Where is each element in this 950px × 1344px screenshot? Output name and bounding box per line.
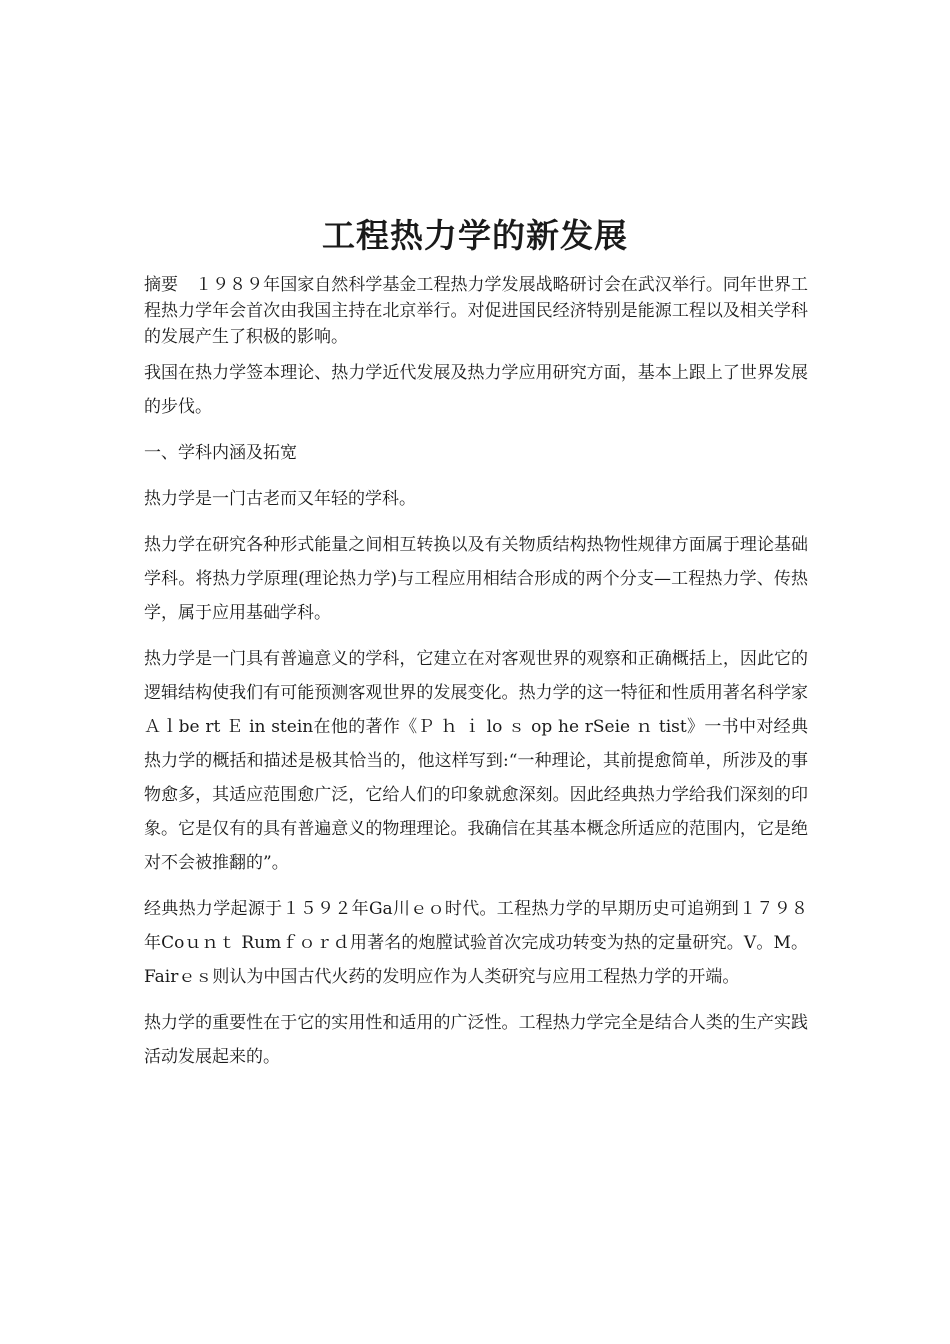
body-paragraph: 热力学是一门具有普遍意义的学科，它建立在对客观世界的观察和正确概括上，因此它的逻辑结构使我们有可能预测客观世界的发展变化。热力学的这一特征和性质用著名科学家Ａｌbe rt Ｅ in stein在他的著作《Ｐ ｈ ｉ lo ｓ op he rSeie ｎ tist》一书中对经典热力学的概括和描述是极其恰当的，他这样写到:“一种理论，其前提愈简单，所涉及的事物愈多，其适应范围愈广泛，它给人们的印象就愈深刻。因此经典热力学给我们深刻的印象。它是仅有的具有普遍意义的物理理论。我确信在其基本概念所适应的范围内，它是绝对不会被推翻的”。 <box>144 649 808 873</box>
body-paragraph: 我国在热力学签本理论、热力学近代发展及热力学应用研究方面，基本上跟上了世界发展的步伐。 <box>144 363 808 417</box>
document-title: 工程热力学的新发展 <box>322 216 628 255</box>
body-paragraph: 热力学在研究各种形式能量之间相互转换以及有关物质结构热物性规律方面属于理论基础学科。将热力学原理(理论热力学)与工程应用相结合形成的两个分支—工程热力学、传热学，属于应用基础学科。 <box>144 535 808 623</box>
abstract-paragraph: 摘要 １９８９年国家自然科学基金工程热力学发展战略研讨会在武汉举行。同年世界工程热力学年会首次由我国主持在北京举行。对促进国民经济特别是能源工程以及相关学科的发展产生了积极的影响。 <box>144 275 808 347</box>
document-body <box>144 356 808 1086</box>
body-paragraph: 经典热力学起源于１５９２年Ga川ｅｏ时代。工程热力学的早期历史可追朔到１７９８年Coｕｎｔ Rumｆｏｒｄ用著名的炮膛试验首次完成功转变为热的定量研究。V。M。Fairｅｓ则认为中国古代火药的发明应作为人类研究与应用工程热力学的开端。 <box>144 899 808 987</box>
body-paragraph: 热力学的重要性在于它的实用性和适用的广泛性。工程热力学完全是结合人类的生产实践活动发展起来的。 <box>144 1013 808 1067</box>
section-heading: 一、学科内涵及拓宽 <box>144 443 297 463</box>
body-paragraph: 热力学是一门古老而又年轻的学科。 <box>144 489 416 509</box>
